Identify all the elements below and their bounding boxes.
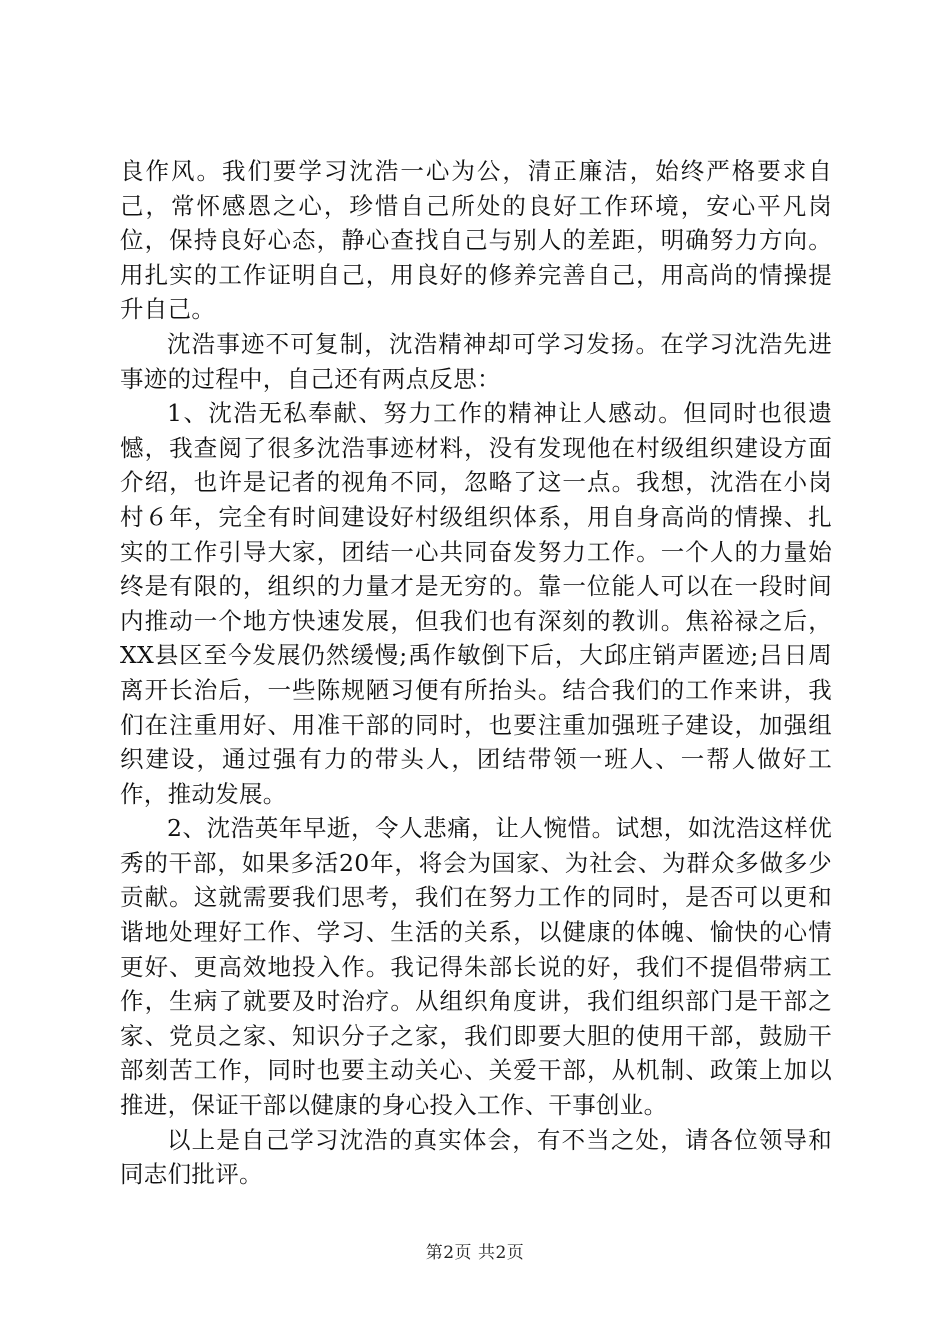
page-number-footer: 第2页 共2页 (425, 1243, 525, 1263)
paragraph-intro-reflections: 沈浩事迹不可复制，沈浩精神却可学习发扬。在学习沈浩先进事迹的过程中，自己还有两点反思： (120, 329, 832, 393)
paragraph-continuation: 良作风。我们要学习沈浩一心为公，清正廉洁，始终严格要求自己，常怀感恩之心，珍惜自己所处的良好工作环境，安心平凡岗位，保持良好心态，静心查找自己与别人的差距，明确努力方向。用扎实的工作证明自己，用良好的修养完善自己，用高尚的情操提升自己。 (120, 157, 832, 324)
paragraph-closing: 以上是自己学习沈浩的真实体会，有不当之处，请各位领导和同志们批评。 (120, 1125, 832, 1189)
paragraph-reflection-1: 1、沈浩无私奉献、努力工作的精神让人感动。但同时也很遗憾，我查阅了很多沈浩事迹材料，没有发现他在村级组织建设方面介绍，也许是记者的视角不同，忽略了这一点。我想，沈浩在小岗村６年，完全有时间建设好村级组织体系，用自身高尚的情操、扎实的工作引导大家，团结一心共同奋发努力工作。一个人的力量始终是有限的，组织的力量才是无穷的。靠一位能人可以在一段时间内推动一个地方快速发展，但我们也有深刻的教训。焦裕禄之后，XX县区至今发展仍然缓慢;禹作敏倒下后，大邱庄销声匿迹;吕日周离开长治后，一些陈规陋习便有所抬头。结合我们的工作来讲，我们在注重用好、用准干部的同时，也要注重加强班子建设，加强组织建设，通过强有力的带头人，团结带领一班人、一帮人做好工作，推动发展。 (120, 399, 832, 808)
paragraph-reflection-2: 2、沈浩英年早逝，令人悲痛，让人惋惜。试想，如沈浩这样优秀的干部，如果多活20年，将会为国家、为社会、为群众多做多少贡献。这就需要我们思考，我们在努力工作的同时，是否可以更和谐地处理好工作、学习、生活的关系，以健康的体魄、愉快的心情更好、更高效地投入作。我记得朱部长说的好，我们不提倡带病工作，生病了就要及时治疗。从组织角度讲，我们组织部门是干部之家、党员之家、知识分子之家，我们即要大胆的使用干部，鼓励干部刻苦工作，同时也要主动关心、关爱干部，从机制、政策上加以推进，保证干部以健康的身心投入工作、干事创业。 (120, 814, 832, 1120)
document-body (120, 154, 832, 1192)
